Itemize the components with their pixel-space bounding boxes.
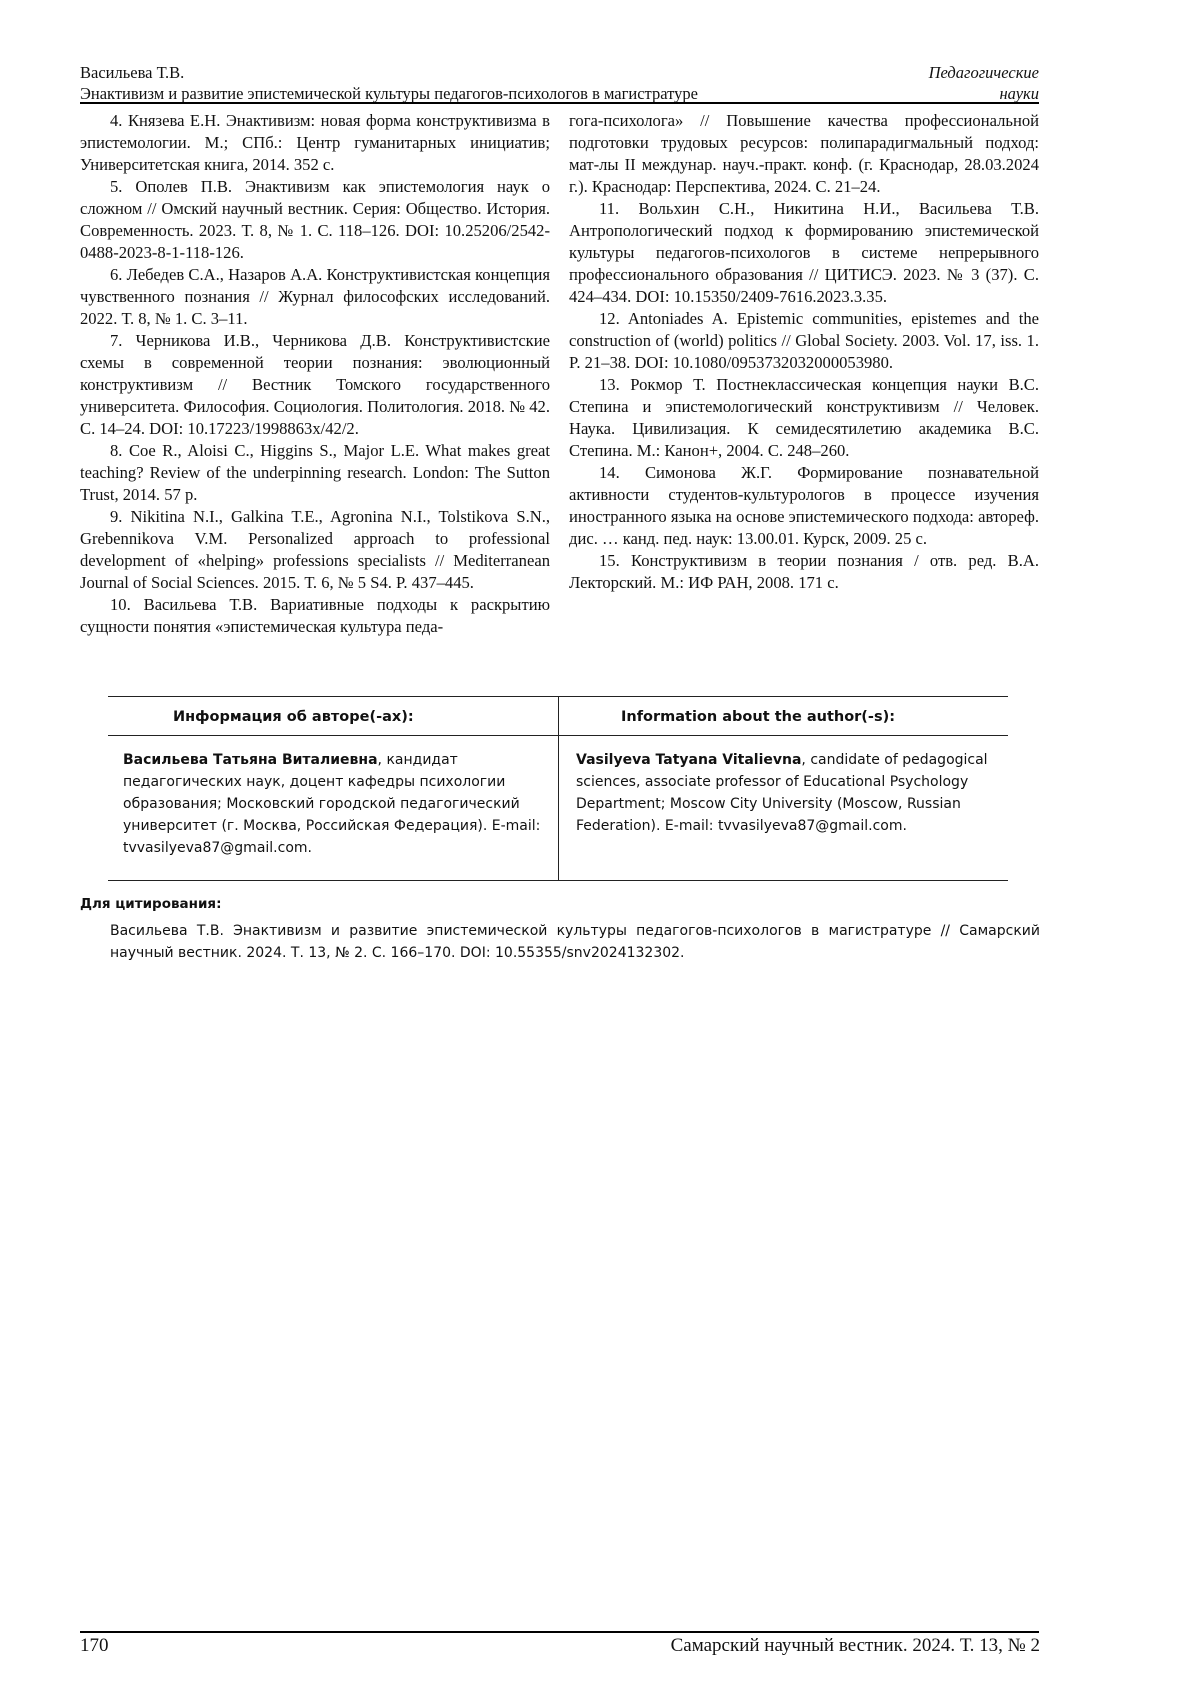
- footer-journal: Самарский научный вестник. 2024. Т. 13, № 2: [671, 1635, 1040, 1657]
- citation-text: Васильева Т.В. Энактивизм и развитие эпистемической культуры педагогов-психологов в магистратуре // Самарский научный вестник. 2024. Т. 13, № 2. С. 166–170. DOI: 10.55355/snv2024132302.: [110, 920, 1040, 964]
- author-name-en: Vasilyeva Tatyana Vitalievna: [576, 752, 801, 768]
- author-info-en: [576, 749, 996, 837]
- reference-item: 15. Конструктивизм в теории познания / отв. ред. В.А. Лекторский. М.: ИФ РАН, 2008. 171 с.: [569, 550, 1039, 594]
- reference-item: 8. Coe R., Aloisi C., Higgins S., Major L.E. What makes great teaching? Review of the underpinning research. London: The Sutton Trust, 2014. 57 p.: [80, 440, 550, 506]
- table-divider: [558, 697, 559, 880]
- reference-item: 10. Васильева Т.В. Вариативные подходы к раскрытию сущности понятия «эпистемическая культура педа-: [80, 594, 550, 638]
- reference-item: 12. Antoniades A. Epistemic communities, epistemes and the construction of (world) politics // Global Society. 2003. Vol. 17, iss. 1. P. 21–38. DOI: 10.1080/0953732032000053980.: [569, 308, 1039, 374]
- author-name-ru: Васильева Татьяна Виталиевна: [123, 752, 378, 768]
- reference-continuation: гога-психолога» // Повышение качества профессиональной подготовки трудовых ресурсов: полипарадигмальный подход: мат-лы II междунар. науч.-практ. конф. (г. Краснодар, 28.03.2024 г.). Краснодар: Перспектива, 2024. С. 21–24.: [569, 110, 1039, 198]
- reference-item: 9. Nikitina N.I., Galkina T.E., Agronina N.I., Tolstikova S.N., Grebennikova V.M. Personalized approach to professional development of «helping» professions specialists // Mediterranean Journal of Social Sciences. 2015. Т. 6, № 5 S4. P. 437–445.: [80, 506, 550, 594]
- author-details-ru: , кандидат педагогических наук, доцент кафедры психологии образования; Московский городской педагогический университет (г. Москва, Российская Федерация). E-mail: tvvasilyeva87@gmail.com.: [123, 752, 540, 856]
- header-section-line2: науки: [929, 83, 1039, 104]
- table-header-rule: [108, 735, 1008, 736]
- footer-rule: [80, 1631, 1039, 1633]
- reference-item: 13. Рокмор Т. Постнеклассическая концепция науки В.С. Степина и эпистемологический конструктивизм // Человек. Наука. Цивилизация. К семидесятилетию академика В.С. Степина. М.: Канон+, 2004. С. 248–260.: [569, 374, 1039, 462]
- author-info-table: [108, 696, 1008, 881]
- header-section-line1: Педагогические: [929, 62, 1039, 83]
- reference-item: 7. Черникова И.В., Черникова Д.В. Конструктивистские схемы в современной теории познания: эволюционный конструктивизм // Вестник Томского государственного университета. Философия. Социология. Политология. 2018. № 42. С. 14–24. DOI: 10.17223/1998863х/42/2.: [80, 330, 550, 440]
- reference-item: 11. Вольхин С.Н., Никитина Н.И., Васильева Т.В. Антропологический подход к формированию эпистемической культуры педагогов-психологов в системе непрерывного профессионального образования // ЦИТИСЭ. 2023. № 3 (37). С. 424–434. DOI: 10.15350/2409-7616.2023.3.35.: [569, 198, 1039, 308]
- header-author: Васильева Т.В.: [80, 62, 698, 83]
- author-info-ru: [123, 749, 543, 859]
- references-left-column: [80, 110, 550, 638]
- citation-label: Для цитирования:: [80, 896, 221, 912]
- author-info-header-en: Information about the author(-s):: [621, 709, 895, 725]
- page-number: 170: [80, 1635, 109, 1657]
- reference-item: 14. Симонова Ж.Г. Формирование познавательной активности студентов-культурологов в процессе изучения иностранного языка на основе эпистемического подхода: автореф. дис. … канд. пед. наук: 13.00.01. Курск, 2009. 25 с.: [569, 462, 1039, 550]
- author-details-en: , candidate of pedagogical sciences, associate professor of Educational Psychology Department; Moscow City University (Moscow, Russian Federation). E-mail: tvvasilyeva87@gmail.com.: [576, 752, 988, 834]
- reference-item: 5. Ополев П.В. Энактивизм как эпистемология наук о сложном // Омский научный вестник. Серия: Общество. История. Современность. 2023. Т. 8, № 1. С. 118–126. DOI: 10.25206/2542-0488-2023-8-1-118-126.: [80, 176, 550, 264]
- reference-item: 6. Лебедев С.А., Назаров А.А. Конструктивистская концепция чувственного познания // Журнал философских исследований. 2022. Т. 8, № 1. С. 3–11.: [80, 264, 550, 330]
- references-right-column: [569, 110, 1039, 594]
- header-section: [929, 62, 1039, 104]
- header-article-title: Энактивизм и развитие эпистемической культуры педагогов-психологов в магистратуре: [80, 83, 698, 104]
- reference-item: 4. Князева Е.Н. Энактивизм: новая форма конструктивизма в эпистемологии. М.; СПб.: Центр гуманитарных инициатив; Университетская книга, 2014. 352 с.: [80, 110, 550, 176]
- author-info-header-ru: Информация об авторе(-ах):: [173, 709, 414, 725]
- header-author-title: [80, 62, 698, 104]
- header-rule: [80, 102, 1039, 104]
